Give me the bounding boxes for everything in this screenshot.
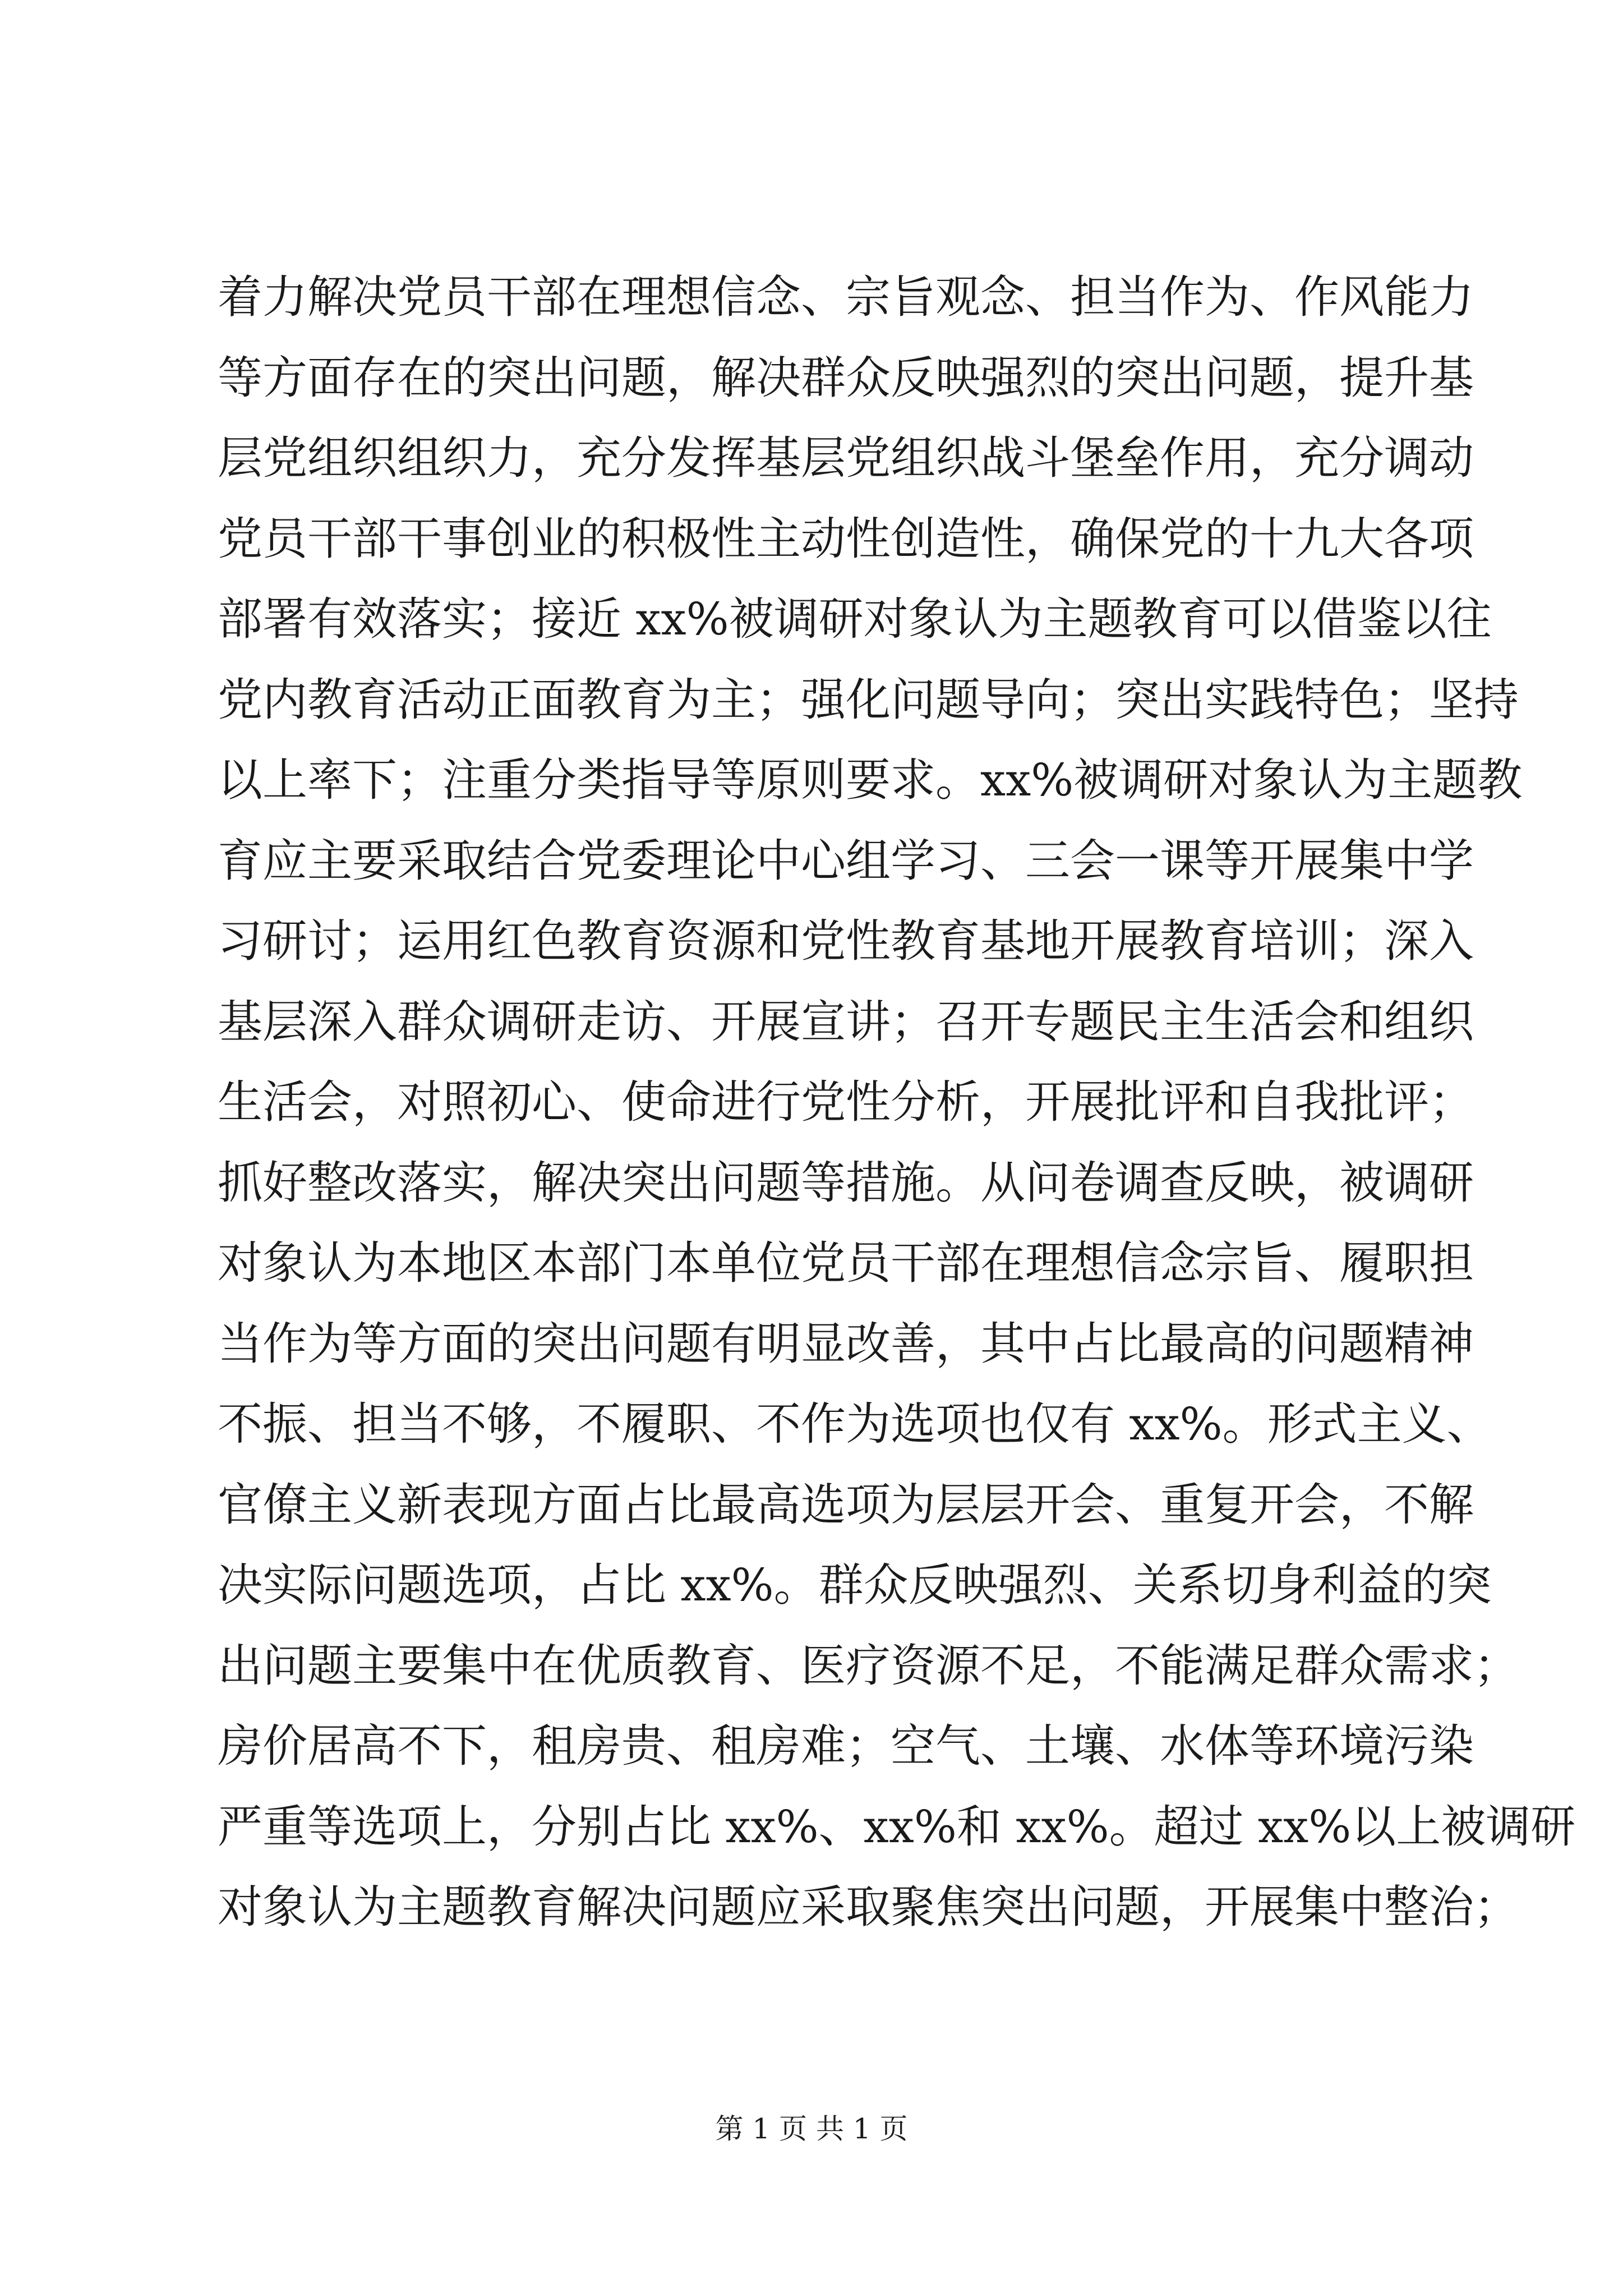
text-line: 层党组织组织力，充分发挥基层党组织战斗堡垒作用，充分调动 (218, 432, 1474, 484)
text-line: 官僚主义新表现方面占比最高选项为层层开会、重复开会，不解 (218, 1478, 1474, 1531)
text-line: 等方面存在的突出问题，解决群众反映强烈的突出问题，提升基 (218, 351, 1474, 404)
text-line: 严重等选项上，分别占比 xx%、xx%和 xx%。超过 xx%以上被调研 (218, 1800, 1576, 1853)
text-line: 当作为等方面的突出问题有明显改善，其中占比最高的问题精神 (218, 1317, 1474, 1370)
text-line: 出问题主要集中在优质教育、医疗资源不足，不能满足群众需求； (218, 1639, 1519, 1692)
text-line: 生活会，对照初心、使命进行党性分析，开展批评和自我批评； (218, 1076, 1474, 1128)
text-line: 党内教育活动正面教育为主；强化问题导向；突出实践特色；坚持 (218, 673, 1519, 726)
text-line: 党员干部干事创业的积极性主动性创造性，确保党的十九大各项 (218, 512, 1474, 565)
text-line: 以上率下；注重分类指导等原则要求。xx%被调研对象认为主题教 (218, 754, 1523, 806)
text-line: 对象认为本地区本部门本单位党员干部在理想信念宗旨、履职担 (218, 1237, 1474, 1289)
text-line: 育应主要采取结合党委理论中心组学习、三会一课等开展集中学 (218, 834, 1474, 887)
text-line: 抓好整改落实，解决突出问题等措施。从问卷调查反映，被调研 (218, 1156, 1474, 1209)
text-line: 着力解决党员干部在理想信念、宗旨观念、担当作为、作风能力 (218, 271, 1474, 323)
text-line: 不振、担当不够，不履职、不作为选项也仅有 xx%。形式主义、 (218, 1398, 1492, 1450)
body-text (218, 257, 1576, 1948)
text-line: 决实际问题选项，占比 xx%。群众反映强烈、关系切身利益的突 (218, 1559, 1492, 1611)
page-footer (0, 2106, 1623, 2147)
text-line: 对象认为主题教育解决问题应采取聚焦突出问题，开展集中整治； (218, 1881, 1519, 1933)
text-line: 房价居高不下，租房贵、租房难；空气、土壤、水体等环境污染 (218, 1720, 1474, 1772)
page-number-label: 第 1 页 共 1 页 (715, 2113, 908, 2145)
text-line: 习研讨；运用红色教育资源和党性教育基地开展教育培训；深入 (218, 915, 1474, 967)
text-line: 部署有效落实；接近 xx%被调研对象认为主题教育可以借鉴以往 (218, 593, 1492, 645)
text-line: 基层深入群众调研走访、开展宣讲；召开专题民主生活会和组织 (218, 995, 1474, 1048)
